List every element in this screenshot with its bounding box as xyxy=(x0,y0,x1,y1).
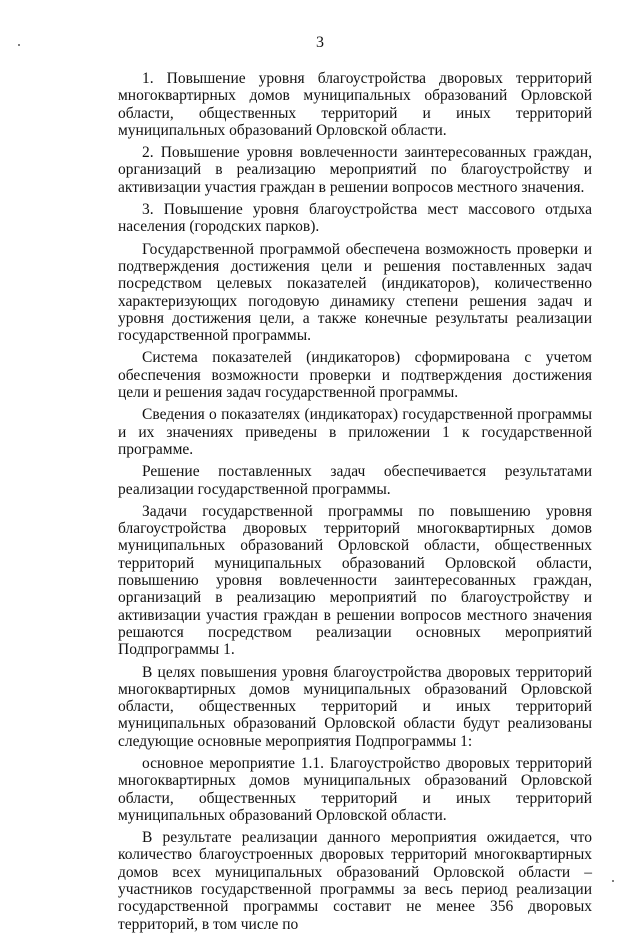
paragraph-goal-1: 1. Повышение уровня благоустройства дворовых территорий многоквартирных домов муниципальных образований Орловской области, общественных территорий и иных территорий муниципальных образований Орловской области. xyxy=(118,70,592,139)
paragraph-tasks: Задачи государственной программы по повышению уровня благоустройства дворовых территорий многоквартирных домов муниципальных образований Орловской области, общественных территорий муниципальных образований Орловской области, повышению уровня вовлеченности заинтересованных граждан, организаций в реализацию мероприятий по благоустройству и активизации участия граждан в решении вопросов местного значения решаются посредством реализации основных мероприятий Подпрограммы 1. xyxy=(118,502,592,659)
paragraph-verification: Государственной программой обеспечена возможность проверки и подтверждения достижения цели и решения поставленных задач посредством целевых показателей (индикаторов), количественно характеризующих погодовую динамику степени решения задач и уровня достижения цели, а также конечные результаты реализации государственной программы. xyxy=(118,240,592,345)
scan-speck xyxy=(18,44,20,46)
paragraph-expected-result: В результате реализации данного мероприятия ожидается, что количество благоустроенных дворовых территорий многоквартирных домов всех муниципальных образований Орловской области – участников государственной программы за весь период реализации государственной программы составит не менее 356 дворовых территорий, в том числе по xyxy=(118,829,592,933)
paragraph-measure-1-1: основное мероприятие 1.1. Благоустройство дворовых территорий многоквартирных домов муниципальных образований Орловской области, общественных территорий и иных территорий муниципальных образований Орловской области. xyxy=(118,754,592,824)
scan-speck xyxy=(612,880,614,882)
paragraph-goal-3: 3. Повышение уровня благоустройства мест массового отдыха населения (городских парков). xyxy=(118,201,592,236)
paragraph-goal-2: 2. Повышение уровня вовлеченности заинтересованных граждан, организаций в реализацию мероприятий по благоустройству и активизации участия граждан в решении вопросов местного значения. xyxy=(118,144,592,196)
paragraph-indicator-system: Система показателей (индикаторов) сформирована с учетом обеспечения возможности проверки и подтверждения достижения цели и решения задач государственной программы. xyxy=(118,349,592,402)
document-body xyxy=(118,70,592,938)
paragraph-indicator-info: Сведения о показателях (индикаторах) государственной программы и их значениях приведены в приложении 1 к государственной программе. xyxy=(118,406,592,458)
paragraph-measures-intro: В целях повышения уровня благоустройства дворовых территорий многоквартирных домов муниципальных образований Орловской области, общественных территорий и иных территорий муниципальных образований Орловской области будут реализованы следующие основные мероприятия Подпрограммы 1: xyxy=(118,663,592,750)
page-number: 3 xyxy=(316,34,324,51)
paragraph-task-results: Решение поставленных задач обеспечивается результатами реализации государственной программы. xyxy=(118,463,592,498)
